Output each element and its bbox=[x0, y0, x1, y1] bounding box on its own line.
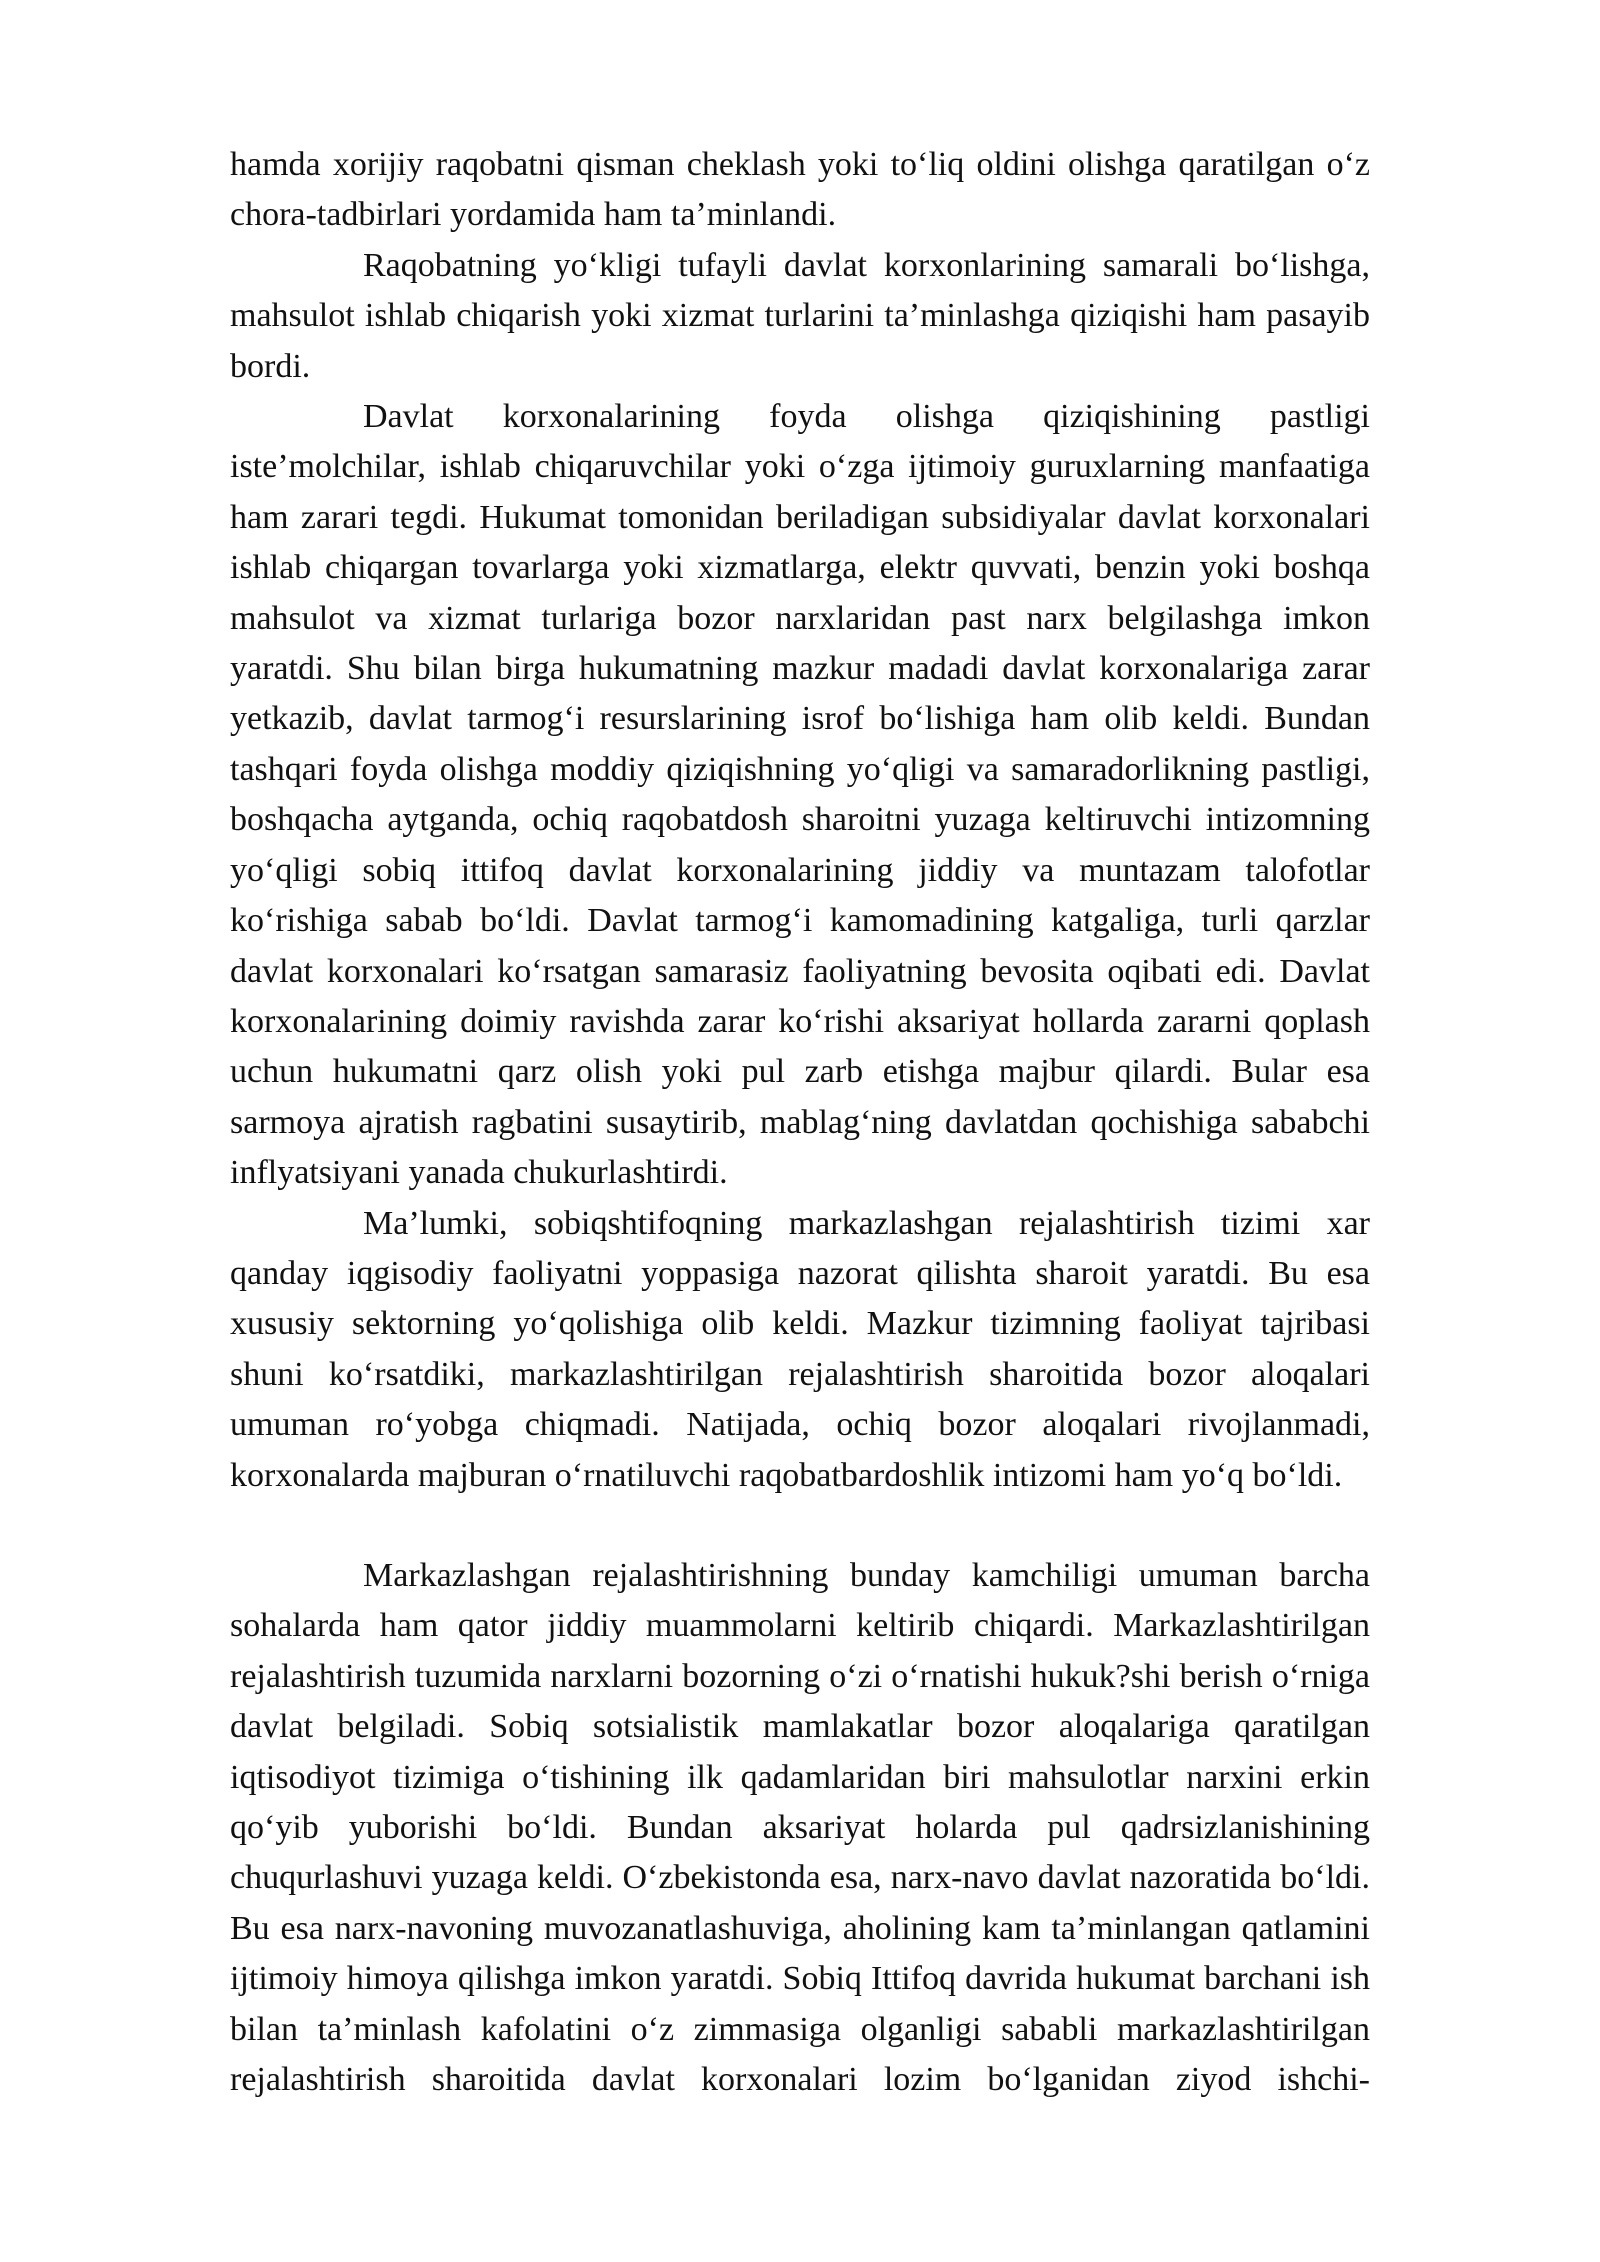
paragraph-continuation: hamda xorijiy raqobatni qisman cheklash yoki to‘liq oldini olishga qaratilgan o‘z chora-tadbirlari yordamida ham ta’minlandi. bbox=[230, 146, 1370, 234]
paragraph-state-enterprises: Davlat korxonalarining foyda olishga qiziqishining pastligi iste’molchilar, ishlab chiqaruvchilar yoki o‘zga ijtimoiy guruxlarning manfaatiga ham zarari tegdi. Hukumat tomonidan beriladigan subsidiyalar davlat korxonalari ishlab chiqargan tovarlarga yoki xizmatlarga, elektr quvvati, benzin yoki boshqa mahsulot va xizmat turlariga bozor narxlaridan past narx belgilashga imkon yaratdi. Shu bilan birga hukumatning mazkur madadi davlat korxonalariga zarar yetkazib, davlat tarmog‘i resurslarining isrof bo‘lishiga ham olib keldi. Bundan tashqari foyda olishga moddiy qiziqishning yo‘qligi va samaradorlikning pastligi, boshqacha aytganda, ochiq raqobatdosh sharoitni yuzaga keltiruvchi intizomning yo‘qligi sobiq ittifoq davlat korxonalarining jiddiy va muntazam talofotlar ko‘rishiga sabab bo‘ldi. Davlat tarmog‘i kamomadining katgaliga, turli qarzlar davlat korxonalari ko‘rsatgan samarasiz faoliyatning bevosita oqibati edi. Davlat korxonalarining doimiy ravishda zarar ko‘rishi aksariyat hollarda zararni qoplash uchun hukumatni qarz olish yoki pul zarb etishga majbur qilardi. Bular esa sarmoya ajratish ragbatini susaytirib, mablag‘ning davlatdan qochishiga sababchi inflyatsiyani yanada chukurlashtirdi. bbox=[230, 398, 1370, 1192]
paragraph-competition: Raqobatning yo‘kligi tufayli davlat korxonlarining samarali bo‘lishga, mahsulot ishlab chiqarish yoki xizmat turlarini ta’minlashga qiziqishi ham pasayib bordi. bbox=[230, 246, 1370, 385]
document-page bbox=[230, 140, 1370, 2105]
paragraph-planning-shortcomings: Markazlashgan rejalashtirishning bunday kamchiligi umuman barcha sohalarda ham qator jiddiy muammolarni keltirib chiqardi. Markazlashtirilgan rejalashtirish tuzumida narxlarni bozorning o‘zi o‘rnatishi hukuk?shi berish o‘rniga davlat belgiladi. Sobiq sotsialistik mamlakatlar bozor aloqalariga qaratilgan iqtisodiyot tizimiga o‘tishining ilk qadamlaridan biri mahsulotlar narxini erkin qo‘yib yuborishi bo‘ldi. Bundan aksariyat holarda pul qadrsizlanishining chuqurlashuvi yuzaga keldi. O‘zbekistonda esa, narx-navo davlat nazoratida bo‘ldi. Bu esa narx-navoning muvozanatlashuviga, aholining kam ta’minlangan qatlamini ijtimoiy himoya qilishga imkon yaratdi. Sobiq Ittifoq davrida hukumat barchani ish bilan ta’minlash kafolatini o‘z zimmasiga olganligi sababli markazlashtirilgan rejalashtirish sharoitida davlat korxonalari lozim bo‘lganidan ziyod ishchi- bbox=[230, 1556, 1370, 2099]
paragraph-central-planning: Ma’lumki, sobiqshtifoqning markazlashgan rejalashtirish tizimi xar qanday iqgisodiy faoliyatni yoppasiga nazorat qilishta sharoit yaratdi. Bu esa xususiy sektorning yo‘qolishiga olib keldi. Mazkur tizimning faoliyat tajribasi shuni ko‘rsatdiki, markazlashtirilgan rejalashtirish sharoitida bozor aloqalari umuman ro‘yobga chiqmadi. Natijada, ochiq bozor aloqalari rivojlanmadi, korxonalarda majburan o‘rnatiluvchi raqobatbardoshlik intizomi ham yo‘q bo‘ldi. bbox=[230, 1204, 1370, 1494]
